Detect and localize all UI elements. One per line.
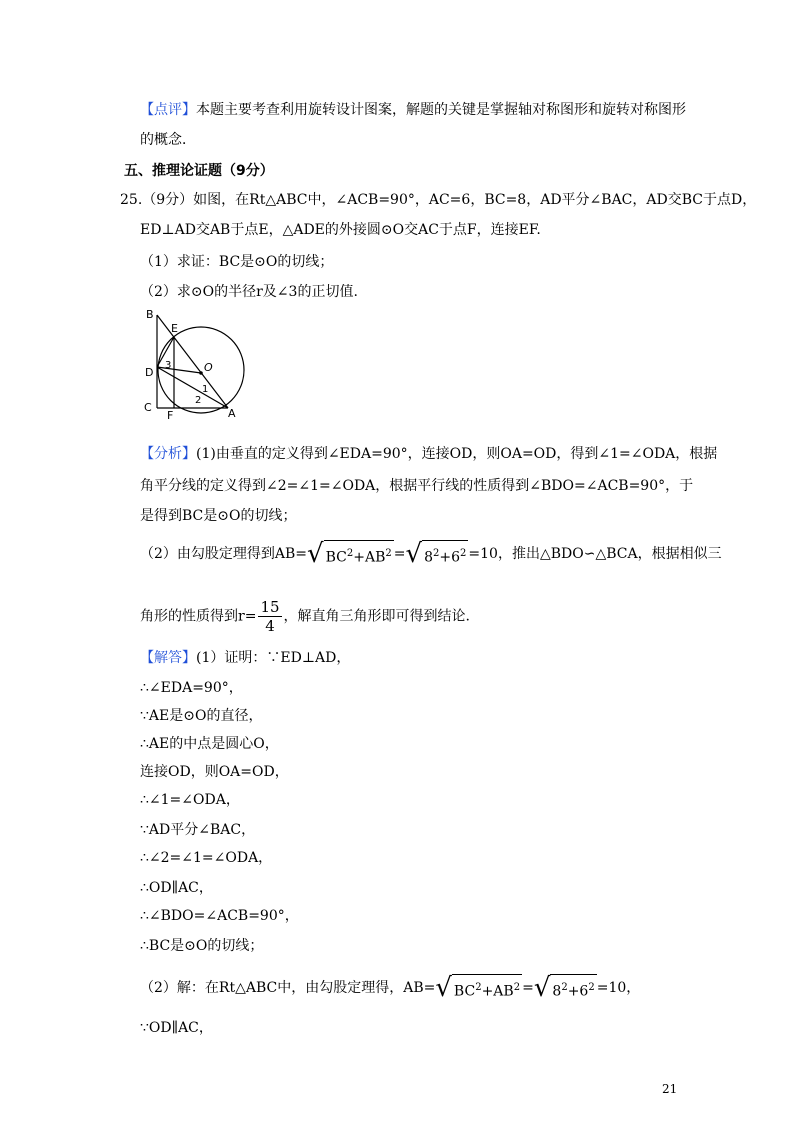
- analysis-tag: 【分析】: [140, 446, 196, 462]
- geometry-figure: [140, 305, 250, 420]
- solution-text-0: (1）证明：∵ED⊥AD，: [196, 650, 351, 666]
- solution-line-6: ∵AD平分∠BAC，: [140, 822, 256, 838]
- comment-text-1: 本题主要考查利用旋转设计图案，解题的关键是掌握轴对称图形和旋转对称图形: [196, 102, 686, 118]
- label-a: A: [228, 407, 236, 420]
- problem-line-1: 25.（9分）如图，在Rt△ABC中，∠ACB=90°，AC=6，BC=8，AD平分∠BAC，AD交BC于点D，: [120, 192, 757, 208]
- analysis-line-4: （2）由勾股定理得到AB= √ $BC^2+AB^2$ = √ $8^2+6^2$ =10，推出△BDO∽△BCA，根据相似三: [140, 539, 722, 569]
- label-angle-1: 1: [202, 384, 209, 395]
- label-c: C: [144, 401, 152, 414]
- solution-line-9: ∴∠BDO=∠ACB=90°，: [140, 908, 299, 924]
- sqrt-expression-3: √ $BC^2+AB^2$: [435, 973, 521, 1003]
- label-d: D: [145, 366, 154, 379]
- solution-text-11b: =10，: [596, 980, 641, 996]
- sqrt-expression-2: √ $8^2+6^2$: [405, 539, 467, 569]
- label-b: B: [146, 308, 154, 321]
- analysis-text-5b: ，解直角三角形即可得到结论.: [283, 608, 470, 625]
- label-angle-2: 2: [195, 395, 202, 406]
- analysis-line-2: 角平分线的定义得到∠2=∠1=∠ODA，根据平行线的性质得到∠BDO=∠ACB=90°，于: [140, 478, 694, 494]
- comment-line-1: [140, 100, 686, 120]
- solution-line-0: [140, 648, 350, 668]
- section-title: 五、推理论证题（9分）: [124, 163, 274, 179]
- solution-line-8: ∴OD∥AC，: [140, 880, 213, 896]
- fraction-15-4: $\frac{15}{4}$: [260, 598, 280, 635]
- label-f: F: [167, 409, 174, 420]
- solution-line-5: ∴∠1=∠ODA，: [140, 792, 240, 808]
- solution-tag: 【解答】: [140, 650, 196, 666]
- solution-line-7: ∴∠2=∠1=∠ODA，: [140, 850, 273, 866]
- solution-line-11: （2）解：在Rt△ABC中，由勾股定理得，AB= √ $BC^2+AB^2$ = √ $8^2+6^2$ =10，: [140, 973, 641, 1003]
- solution-line-2: ∵AE是⊙O的直径，: [140, 708, 263, 724]
- segment-do: [157, 367, 201, 373]
- comment-line-2: 的概念．: [140, 132, 196, 148]
- problem-line-2: ED⊥AD交AB于点E，△ADE的外接圆⊙O交AC于点F，连接EF.: [140, 222, 541, 238]
- label-angle-3: 3: [165, 360, 172, 371]
- solution-line-3: ∴AE的中点是圆心O，: [140, 736, 279, 752]
- question-2: （2）求⊙O的半径r及∠3的正切值.: [140, 284, 358, 300]
- analysis-line-3: 是得到BC是⊙O的切线；: [140, 508, 297, 524]
- solution-text-11a: （2）解：在Rt△ABC中，由勾股定理得，AB=: [140, 980, 436, 996]
- analysis-text-4a: （2）由勾股定理得到AB=: [140, 546, 308, 562]
- sqrt-expression-4: √ $8^2+6^2$: [533, 973, 595, 1003]
- question-1: （1）求证：BC是⊙O的切线；: [140, 254, 334, 270]
- analysis-text-5a: 角形的性质得到r=: [140, 608, 257, 625]
- analysis-text-1: (1)由垂直的定义得到∠EDA=90°，连接OD，则OA=OD，得到∠1=∠ODA，根据: [196, 446, 718, 462]
- solution-line-10: ∴BC是⊙O的切线；: [140, 938, 264, 954]
- comment-tag: 【点评】: [140, 102, 196, 118]
- sqrt-expression-1: √ $BC^2+AB^2$: [307, 539, 392, 569]
- solution-line-12: ∵OD∥AC，: [140, 1020, 213, 1036]
- label-e: E: [171, 322, 178, 335]
- analysis-line-1: [140, 444, 717, 464]
- solution-line-1: ∴∠EDA=90°，: [140, 680, 243, 696]
- analysis-text-4b: =10，推出△BDO∽△BCA，根据相似三: [468, 546, 722, 562]
- segment-da: [157, 367, 228, 408]
- page-number: 21: [662, 1082, 678, 1096]
- label-o: O: [204, 361, 213, 374]
- analysis-line-5: [140, 598, 470, 635]
- solution-line-4: 连接OD，则OA=OD，: [140, 764, 289, 780]
- center-point: [199, 371, 203, 375]
